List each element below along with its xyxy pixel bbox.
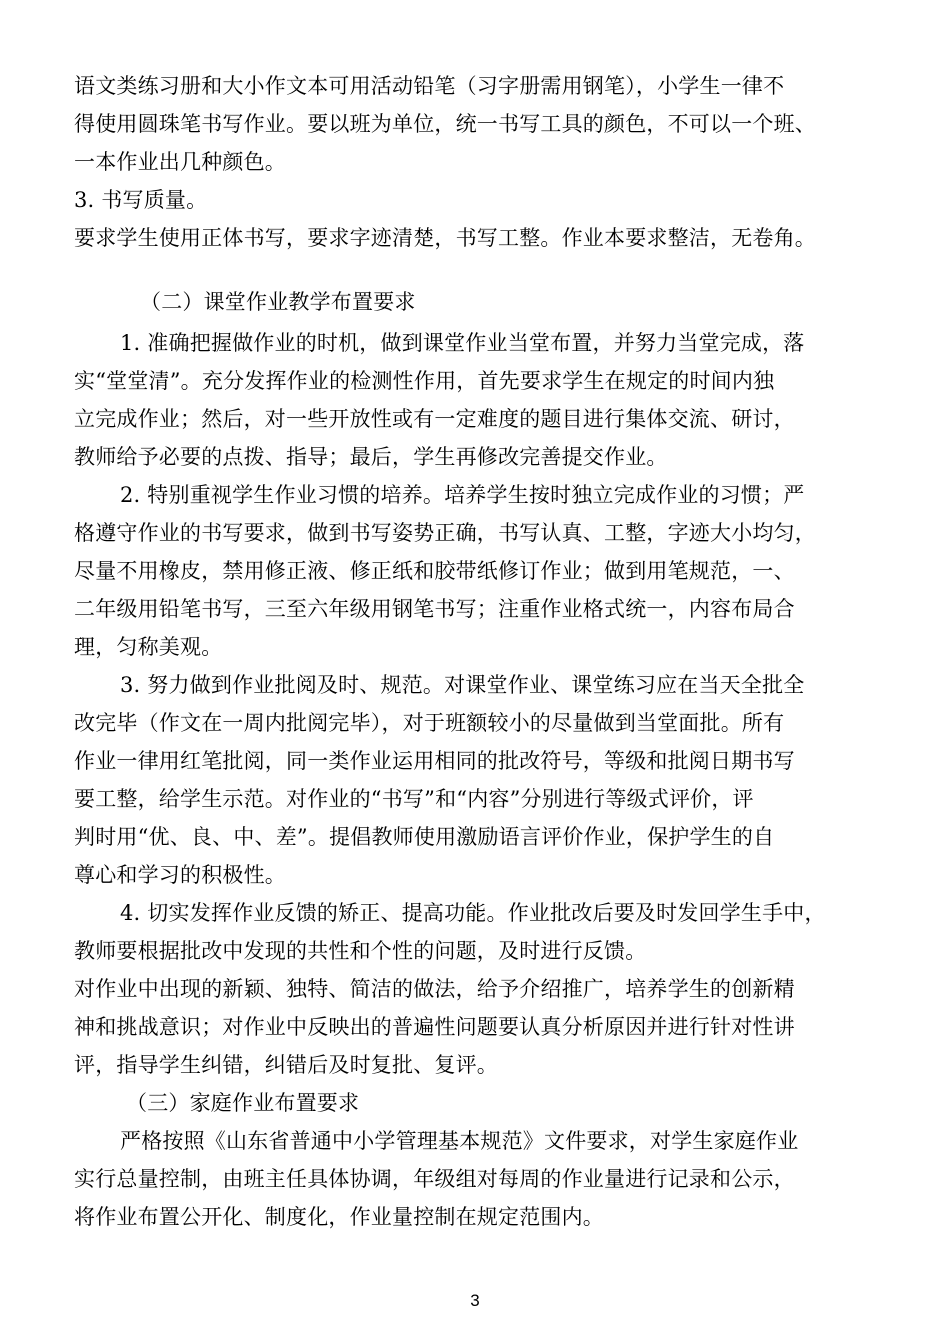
text-line: 实行总量控制，由班主任具体协调，年级组对每周的作业量进行记录和公示， <box>74 1167 795 1191</box>
text-line: 改完毕（作文在一周内批阅完毕），对于班额较小的尽量做到当堂面批。所有 <box>74 711 785 735</box>
text-line: 判时用“优、良、中、差”。提倡教师使用激励语言评价作业，保护学生的自 <box>74 825 775 849</box>
text-line: 将作业布置公开化、制度化，作业量控制在规定范围内。 <box>74 1205 604 1229</box>
text-line: 1. 准确把握做作业的时机，做到课堂作业当堂布置，并努力当堂完成，落 <box>120 331 805 355</box>
text-line: 理，匀称美观。 <box>74 635 223 659</box>
text-line: 3. 努力做到作业批阅及时、规范。对课堂作业、课堂练习应在当天全批全 <box>120 673 805 697</box>
section-item-heading: 3. 书写质量。 <box>74 188 208 212</box>
text-line: 作业一律用红笔批阅，同一类作业运用相同的批改符号，等级和批阅日期书写 <box>74 749 795 773</box>
section-heading: （二）课堂作业教学布置要求 <box>140 290 416 314</box>
text-line: 教师给予必要的点拨、指导；最后，学生再修改完善提交作业。 <box>74 445 668 469</box>
text-line: 评，指导学生纠错，纠错后及时复批、复评。 <box>74 1053 498 1077</box>
text-line: 格遵守作业的书写要求，做到书写姿势正确，书写认真、工整，字迹大小均匀， <box>74 521 816 545</box>
text-line: 二年级用铅笔书写，三至六年级用钢笔书写；注重作业格式统一，内容布局合 <box>74 597 795 621</box>
text-line: 4. 切实发挥作业反馈的矫正、提高功能。作业批改后要及时发回学生手中， <box>120 901 826 925</box>
text-line: 实“堂堂清”。充分发挥作业的检测性作用，首先要求学生在规定的时间内独 <box>74 369 775 393</box>
text-line: 对作业中出现的新颖、独特、简洁的做法，给予介绍推广，培养学生的创新精 <box>74 977 795 1001</box>
text-line: 严格按照《山东省普通中小学管理基本规范》文件要求，对学生家庭作业 <box>120 1129 799 1153</box>
text-line: 一本作业出几种颜色。 <box>74 150 286 174</box>
text-line: 教师要根据批改中发现的共性和个性的问题，及时进行反馈。 <box>74 939 647 963</box>
text-line: 得使用圆珠笔书写作业。要以班为单位，统一书写工具的颜色，不可以一个班、 <box>74 112 816 136</box>
text-line: 要求学生使用正体书写，要求字迹清楚，书写工整。作业本要求整洁，无卷角。 <box>74 226 816 250</box>
text-line: 神和挑战意识；对作业中反映出的普遍性问题要认真分析原因并进行针对性讲 <box>74 1015 795 1039</box>
text-line: 尽量不用橡皮，禁用修正液、修正纸和胶带纸修订作业；做到用笔规范，一、 <box>74 559 795 583</box>
text-line: 语文类练习册和大小作文本可用活动铅笔（习字册需用钢笔），小学生一律不 <box>74 74 785 98</box>
text-line: 尊心和学习的积极性。 <box>74 863 286 887</box>
page-number: 3 <box>470 1291 480 1310</box>
text-line: 要工整，给学生示范。对作业的“书写”和“内容”分别进行等级式评价，评 <box>74 787 754 811</box>
text-line: 立完成作业；然后，对一些开放性或有一定难度的题目进行集体交流、研讨， <box>74 407 795 431</box>
section-heading: （三）家庭作业布置要求 <box>126 1091 360 1115</box>
text-line: 2. 特别重视学生作业习惯的培养。培养学生按时独立完成作业的习惯；严 <box>120 483 805 507</box>
